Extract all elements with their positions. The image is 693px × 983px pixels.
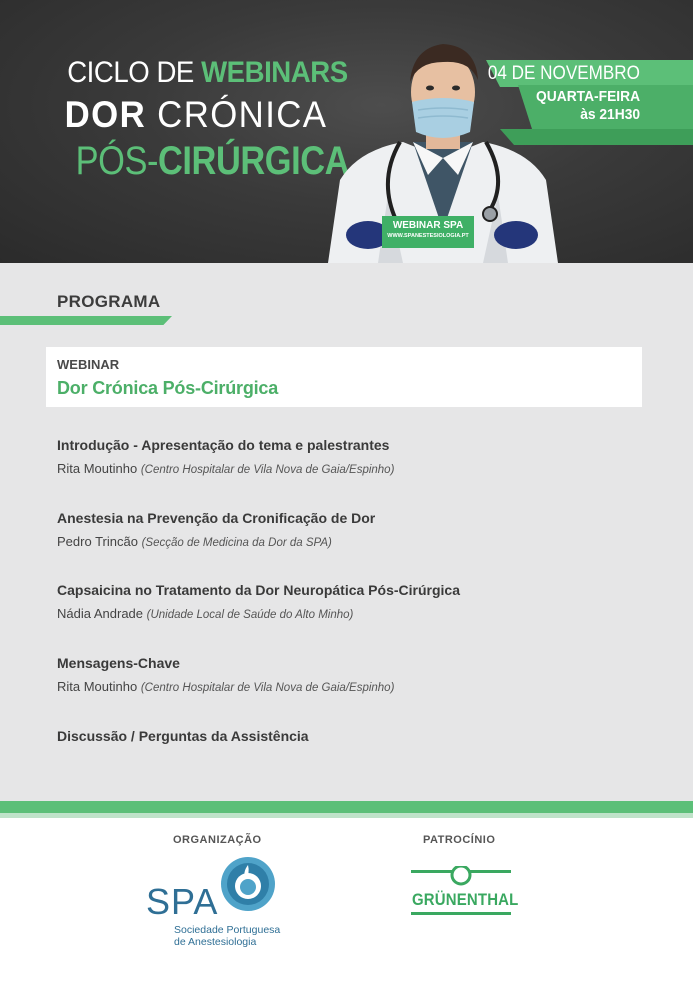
webinar-title-box (46, 347, 642, 407)
program-item (57, 510, 375, 549)
sign-line-2: WWW.SPANESTESIOLOGIA.PT (387, 233, 469, 239)
title-line-3: PÓS-CIRÚRGICA (75, 139, 350, 183)
spa-name-line-2: de Anestesiologia (174, 936, 257, 948)
speaker-name: Pedro Trincão (57, 534, 138, 549)
spa-logo-text: SPA (146, 881, 219, 922)
speaker-name: Rita Moutinho (57, 679, 138, 694)
speaker-affiliation: (Secção de Medicina da Dor da SPA) (141, 537, 332, 549)
footer-green-band (0, 801, 693, 813)
speaker-affiliation: (Centro Hospitalar de Vila Nova de Gaia/Espinho) (140, 682, 395, 694)
program-item-title: Introdução - Apresentação do tema e palestrantes (57, 437, 390, 453)
program-item-speaker (57, 606, 460, 621)
program-item-title: Discussão / Perguntas da Assistência (57, 728, 309, 744)
event-time: às 21H30 (580, 106, 640, 123)
program-item-speaker (57, 461, 394, 476)
speaker-affiliation: (Centro Hospitalar de Vila Nova de Gaia/Espinho) (140, 464, 395, 476)
program-item (57, 437, 394, 476)
header-banner (0, 0, 693, 263)
event-date: 04 DE NOVEMBRO (487, 63, 640, 84)
ribbon-accent-strip (500, 129, 693, 145)
title-line-2: DOR CRÓNICA (64, 94, 328, 135)
program-heading: PROGRAMA (57, 292, 161, 311)
program-item-title: Anestesia na Prevenção da Cronificação de Dor (57, 510, 376, 526)
program-item (57, 655, 394, 694)
spa-name-line-1: Sociedade Portuguesa (174, 924, 281, 936)
footer (0, 818, 693, 983)
sponsor-label: PATROCÍNIO (423, 834, 496, 846)
event-weekday: QUARTA-FEIRA (535, 88, 640, 105)
program-item-speaker (57, 534, 375, 549)
grunenthal-logo-text: GRÜNENTHAL (412, 890, 519, 909)
program-item (57, 582, 460, 621)
program-item (57, 728, 309, 744)
sign-line-1: WEBINAR SPA (392, 220, 464, 231)
program-item-title: Mensagens-Chave (57, 655, 180, 671)
title-line-1: CICLO DE WEBINARS (67, 56, 348, 89)
program-heading-underline (0, 316, 172, 325)
spa-full-name (174, 924, 280, 948)
program-item-title: Capsaicina no Tratamento da Dor Neuropática Pós-Cirúrgica (57, 582, 460, 598)
event-day-time (536, 88, 640, 124)
program-item-speaker (57, 679, 394, 694)
webinar-label: WEBINAR (57, 357, 120, 372)
speaker-affiliation: (Unidade Local de Saúde do Alto Minho) (146, 609, 354, 621)
speaker-name: Rita Moutinho (57, 461, 138, 476)
speaker-name: Nádia Andrade (57, 606, 144, 621)
webinar-sign (382, 216, 474, 248)
event-title (56, 56, 350, 183)
webinar-title: Dor Crónica Pós-Cirúrgica (57, 378, 279, 398)
organization-label: ORGANIZAÇÃO (173, 834, 262, 846)
